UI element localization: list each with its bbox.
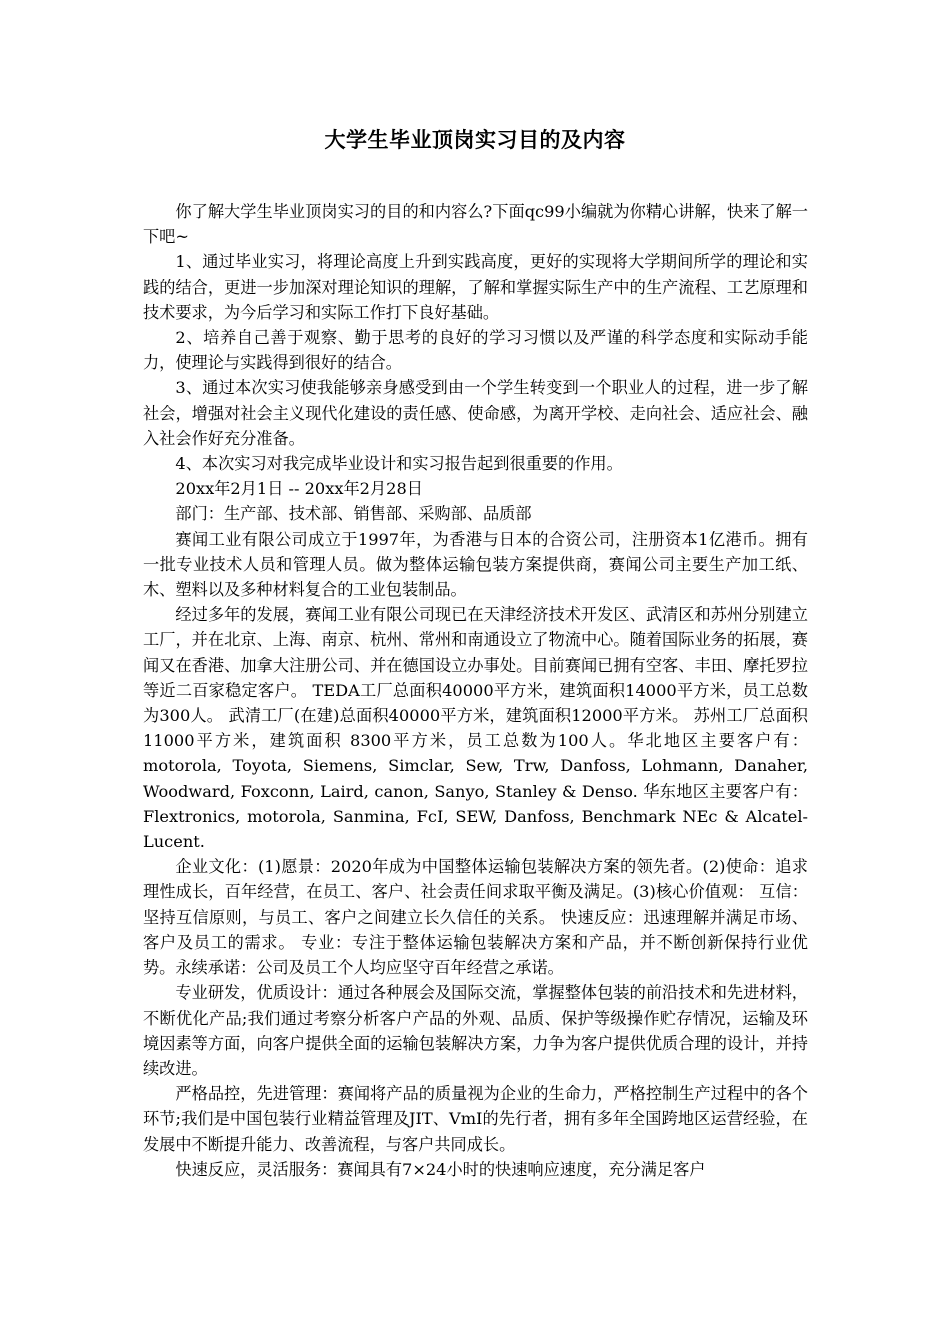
paragraph-goal-3: 3、通过本次实习使我能够亲身感受到由一个学生转变到一个职业人的过程，进一步了解社会，增强对社会主义现代化建设的责任感、使命感，为离开学校、走向社会、适应社会、融入社会作好充分准备。 bbox=[143, 378, 808, 448]
paragraph-rapid-response: 快速反应，灵活服务：赛闻具有7×24小时的快速响应速度，充分满足客户 bbox=[175, 1159, 706, 1179]
document-title: 大学生毕业顶岗实习目的及内容 bbox=[324, 127, 626, 152]
paragraph-goal-4: 4、本次实习对我完成毕业设计和实习报告起到很重要的作用。 bbox=[175, 454, 623, 474]
paragraph-corporate-culture: 企业文化：(1)愿景：2020年成为中国整体运输包装解决方案的领先者。(2)使命：追求理性成长，百年经营，在员工、客户、社会责任间求取平衡及满足。(3)核心价值观： 互信：坚持互信原则，与员工、客户之间建立长久信任的关系。 快速反应：迅速理解并满足市场、客户及员工的需求。 专业：专注于整体运输包装解决方案和产品，并不断创新保持行业优势。永续承诺：公司及员工个人均应坚守百年经营之承诺。 bbox=[143, 857, 808, 978]
paragraph-goal-1: 1、通过毕业实习，将理论高度上升到实践高度，更好的实现将大学期间所学的理论和实践的结合，更进一步加深对理论知识的理解，了解和掌握实际生产中的生产流程、工艺原理和技术要求，为今后学习和实际工作打下良好基础。 bbox=[143, 252, 808, 322]
paragraph-date-range: 20xx年2月1日 -- 20xx年2月28日 bbox=[175, 479, 423, 499]
paragraph-company-intro: 赛闻工业有限公司成立于1997年，为香港与日本的合资公司，注册资本1亿港币。拥有一批专业技术人员和管理人员。做为整体运输包装方案提供商，赛闻公司主要生产加工纸、木、塑料以及多种材料复合的工业包装制品。 bbox=[143, 529, 808, 600]
paragraph-rnd-design: 专业研发，优质设计：通过各种展会及国际交流，掌握整体包装的前沿技术和先进材料，不断优化产品;我们通过考察分析客户产品的外观、品质、保护等级操作贮存情况，运输及环境因素等方面，向客户提供全面的运输包装解决方案，力争为客户提供优质合理的设计，并持续改进。 bbox=[143, 983, 808, 1078]
paragraph-company-development: 经过多年的发展，赛闻工业有限公司现已在天津经济技术开发区、武清区和苏州分别建立工厂，并在北京、上海、南京、杭州、常州和南通设立了物流中心。随着国际业务的拓展，赛闻又在香港、加拿大注册公司、并在德国设立办事处。目前赛闻已拥有空客、丰田、摩托罗拉等近二百家稳定客户。 TEDA工厂总面积40000平方米，建筑面积14000平方米，员工总数为300人。 武清工厂(在建)总面积40000平方米，建筑面积12000平方米。 苏州工厂总面积11000平方米，建筑面积 8300平方米，员工总数为100人。华北地区主要客户有：motorola, Toyota, Siemens, Simclar, Sew, Trw, Danfoss, Lohmann, Danaher, Woodward, Foxconn, Laird, canon, Sanyo, Stanley & Denso. 华东地区主要客户有：Flextronics, motorola, Sanmina, FcI, SEW, Danfoss, Benchmark NEc & Alcatel-Lucent. bbox=[143, 605, 808, 852]
paragraph-intro: 你了解大学生毕业顶岗实习的目的和内容么?下面qc99小编就为你精心讲解，快来了解一下吧~ bbox=[143, 202, 808, 247]
paragraph-departments: 部门：生产部、技术部、销售部、采购部、品质部 bbox=[175, 504, 532, 524]
paragraph-goal-2: 2、培养自己善于观察、勤于思考的良好的学习习惯以及严谨的科学态度和实际动手能力，使理论与实践得到很好的结合。 bbox=[143, 328, 808, 373]
paragraph-quality-management: 严格品控，先进管理：赛闻将产品的质量视为企业的生命力，严格控制生产过程中的各个环节;我们是中国包装行业精益管理及JIT、VmI的先行者，拥有多年全国跨地区运营经验，在发展中不断提升能力、改善流程，与客户共同成长。 bbox=[143, 1084, 808, 1154]
document-body bbox=[143, 199, 808, 1182]
